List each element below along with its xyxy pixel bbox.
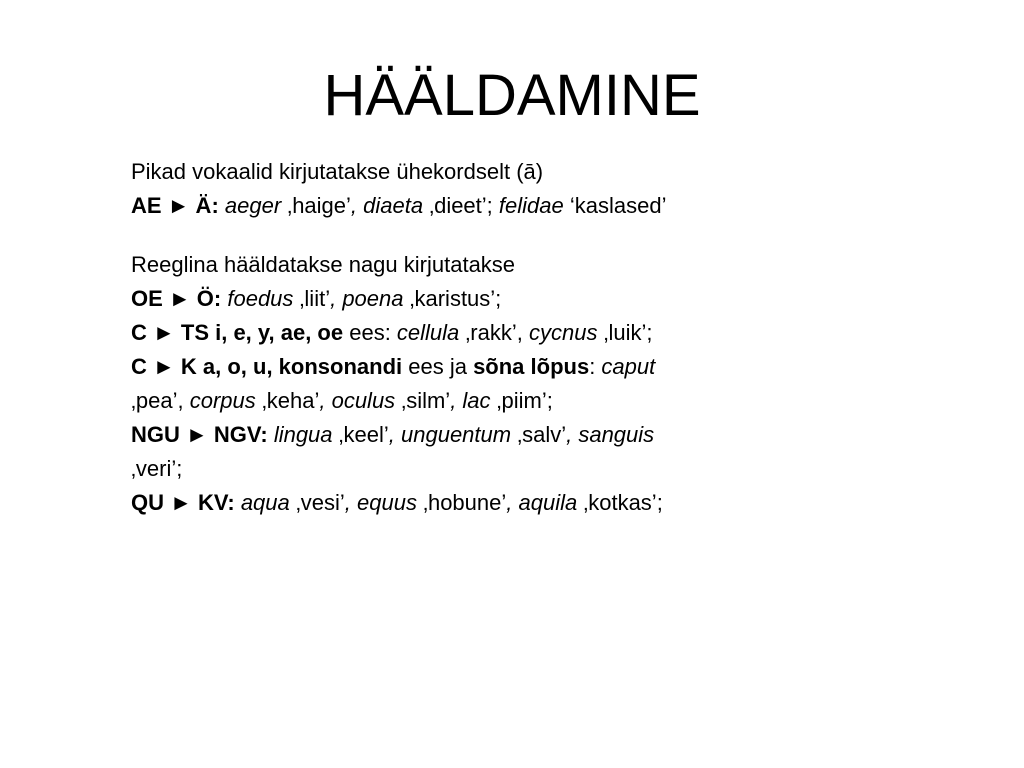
text-segment: ‚piim’; (490, 388, 553, 413)
text-line (131, 282, 851, 316)
text-line (131, 418, 851, 452)
latin-word: aqua (240, 490, 290, 515)
text-line (131, 155, 851, 189)
bold-term: NGU ► NGV: (131, 422, 268, 447)
text-segment: ees: (343, 320, 397, 345)
text-segment: ‚dieet’; (423, 193, 499, 218)
slide-body (131, 155, 851, 520)
text-line (131, 316, 851, 350)
text-segment: ‚keel’ (332, 422, 389, 447)
text-line (131, 486, 851, 520)
latin-word: , equus (344, 490, 417, 515)
latin-word: corpus (189, 388, 256, 413)
text-line (131, 189, 851, 223)
bold-term: C ► K a, o, u, konsonandi (131, 354, 403, 379)
slide-title: HÄÄLDAMINE (323, 63, 701, 128)
latin-word: felidae (498, 193, 564, 218)
text-segment: : (589, 354, 602, 379)
bold-term: sõna lõpus (473, 354, 590, 379)
text-segment: ees ja (402, 354, 474, 379)
text-segment: ‚hobune’ (416, 490, 507, 515)
text-segment: ‚kotkas’; (577, 490, 663, 515)
text-line (131, 384, 851, 418)
latin-word: aeger (224, 193, 282, 218)
paragraph-gap (131, 223, 851, 248)
latin-word: , lac (450, 388, 491, 413)
latin-word: , sanguis (566, 422, 655, 447)
bold-term: OE ► Ö: (131, 286, 222, 311)
text-segment: ‚veri’; (131, 456, 183, 481)
latin-word: cellula (396, 320, 460, 345)
text-segment: ‚rakk’, (459, 320, 529, 345)
bold-term: QU ► KV: (131, 490, 235, 515)
text-segment: ‚karistus’; (403, 286, 502, 311)
text-segment: ‚vesi’ (289, 490, 345, 515)
text-segment: ‚luik’; (597, 320, 653, 345)
text-segment: Pikad vokaalid kirjutatakse ühekordselt (ā) (131, 159, 544, 184)
latin-word: , diaeta (350, 193, 424, 218)
text-line (131, 350, 851, 384)
text-line (131, 452, 851, 486)
latin-word: , oculus (319, 388, 396, 413)
text-segment: ‚pea’, (131, 388, 190, 413)
text-line (131, 248, 851, 282)
text-segment: ‚liit’ (293, 286, 331, 311)
latin-word: cycnus (528, 320, 598, 345)
latin-word: foedus (227, 286, 294, 311)
latin-word: , poena (330, 286, 404, 311)
latin-word: , unguentum (388, 422, 512, 447)
text-segment: ‚silm’ (395, 388, 451, 413)
latin-word: lingua (273, 422, 333, 447)
text-segment: ‘kaslased’ (563, 193, 667, 218)
bold-term: C ► TS i, e, y, ae, oe (131, 320, 344, 345)
text-segment: ‚haige’ (281, 193, 351, 218)
latin-word: caput (601, 354, 656, 379)
bold-term: AE ► Ä: (131, 193, 219, 218)
text-segment: ‚salv’ (511, 422, 567, 447)
text-segment: Reeglina hääldatakse nagu kirjutatakse (131, 252, 516, 277)
latin-word: , aquila (506, 490, 578, 515)
text-segment: ‚keha’ (255, 388, 320, 413)
